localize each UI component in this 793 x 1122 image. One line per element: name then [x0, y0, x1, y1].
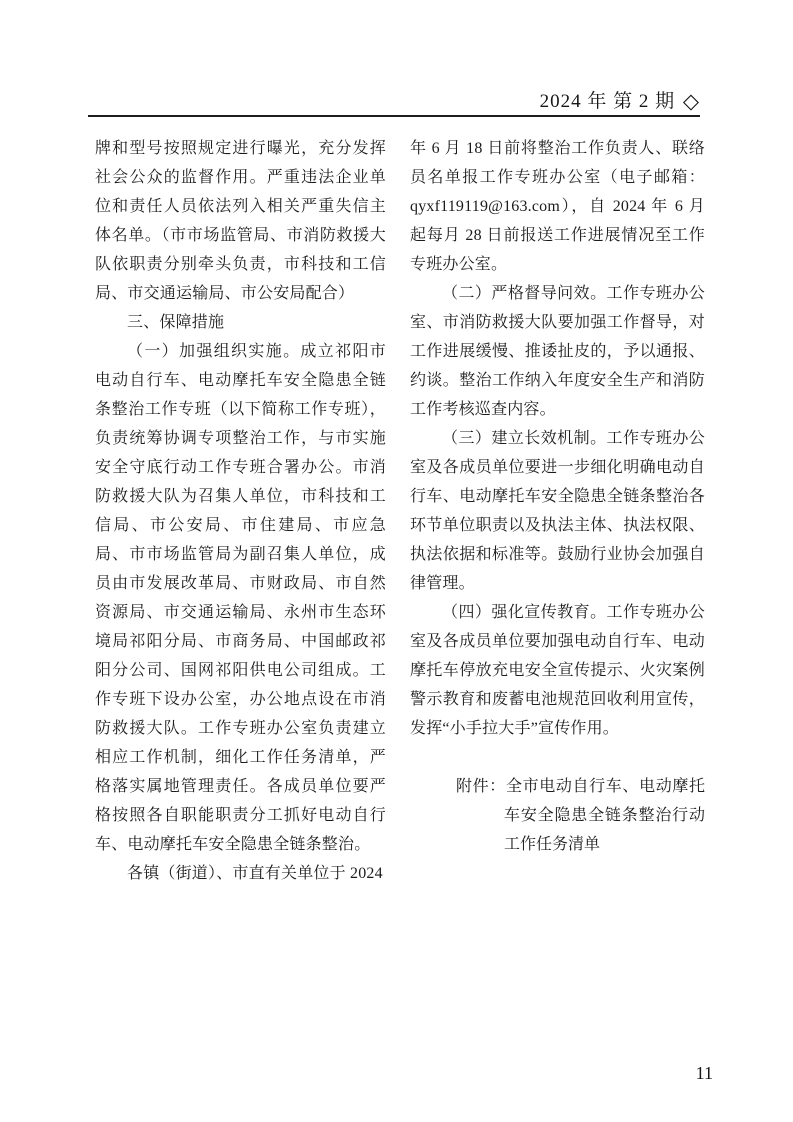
attachment-note	[410, 772, 705, 859]
diamond-icon: ◇	[682, 89, 700, 113]
attachment-label: 附件：	[456, 778, 506, 795]
header-rule	[88, 115, 700, 117]
page-number: 11	[695, 1063, 713, 1083]
paragraph: （三）建立长效机制。工作专班办公室及各成员单位要进一步细化明确电动自行车、电动摩托车安全隐患全链条整治各环节单位职责以及执法主体、执法权限、执法依据和标准等。鼓励行业协会加强自律管理。	[410, 430, 705, 592]
issue-label: 2024 年 第 2 期	[539, 91, 676, 112]
page-header	[88, 86, 700, 114]
column-left	[95, 134, 386, 888]
column-right	[410, 134, 705, 859]
paragraph: （一）加强组织实施。成立祁阳市电动自行车、电动摩托车安全隐患全链条整治工作专班（以下简称工作专班），负责统筹协调专项整治工作，与市实施安全守底行动工作专班合署办公。市消防救援大队为召集人单位，市科技和工信局、市公安局、市住建局、市应急局、市市场监管局为副召集人单位，成员由市发展改革局、市财政局、市自然资源局、市交通运输局、永州市生态环境局祁阳分局、市商务局、中国邮政祁阳分公司、国网祁阳供电公司组成。工作专班下设办公室，办公地点设在市消防救援大队。工作专班办公室负责建立相应工作机制，细化工作任务清单，严格落实属地管理责任。各成员单位要严格按照各自职能职责分工抓好电动自行车、电动摩托车安全隐患全链条整治。	[95, 343, 386, 853]
paragraph: （四）强化宣传教育。工作专班办公室及各成员单位要加强电动自行车、电动摩托车停放充电安全宣传提示、火灾案例警示教育和废蓄电池规范回收利用宣传，发挥“小手拉大手”宣传作用。	[410, 604, 705, 737]
section-heading: 三、保障措施	[127, 314, 225, 331]
paragraph: 各镇（街道）、市直有关单位于 2024	[127, 865, 383, 882]
attachment-text: 全市电动自行车、电动摩托车安全隐患全链条整治行动工作任务清单	[504, 778, 705, 853]
paragraph-continuation: 牌和型号按照规定进行曝光，充分发挥社会公众的监督作用。严重违法企业单位和责任人员依法列入相关严重失信主体名单。（市市场监管局、市消防救援大队依职责分别牵头负责，市科技和工信局、市交通运输局、市公安局配合）	[95, 140, 386, 302]
paragraph-continuation: 年 6 月 18 日前将整治工作负责人、联络员名单报工作专班办公室（电子邮箱：qyxf119119@163.com），自 2024 年 6 月起每月 28 日前报送工作进展情况至工作专班办公室。	[410, 140, 705, 273]
paragraph: （二）严格督导问效。工作专班办公室、市消防救援大队要加强工作督导，对工作进展缓慢、推诿扯皮的，予以通报、约谈。整治工作纳入年度安全生产和消防工作考核巡查内容。	[410, 285, 705, 418]
